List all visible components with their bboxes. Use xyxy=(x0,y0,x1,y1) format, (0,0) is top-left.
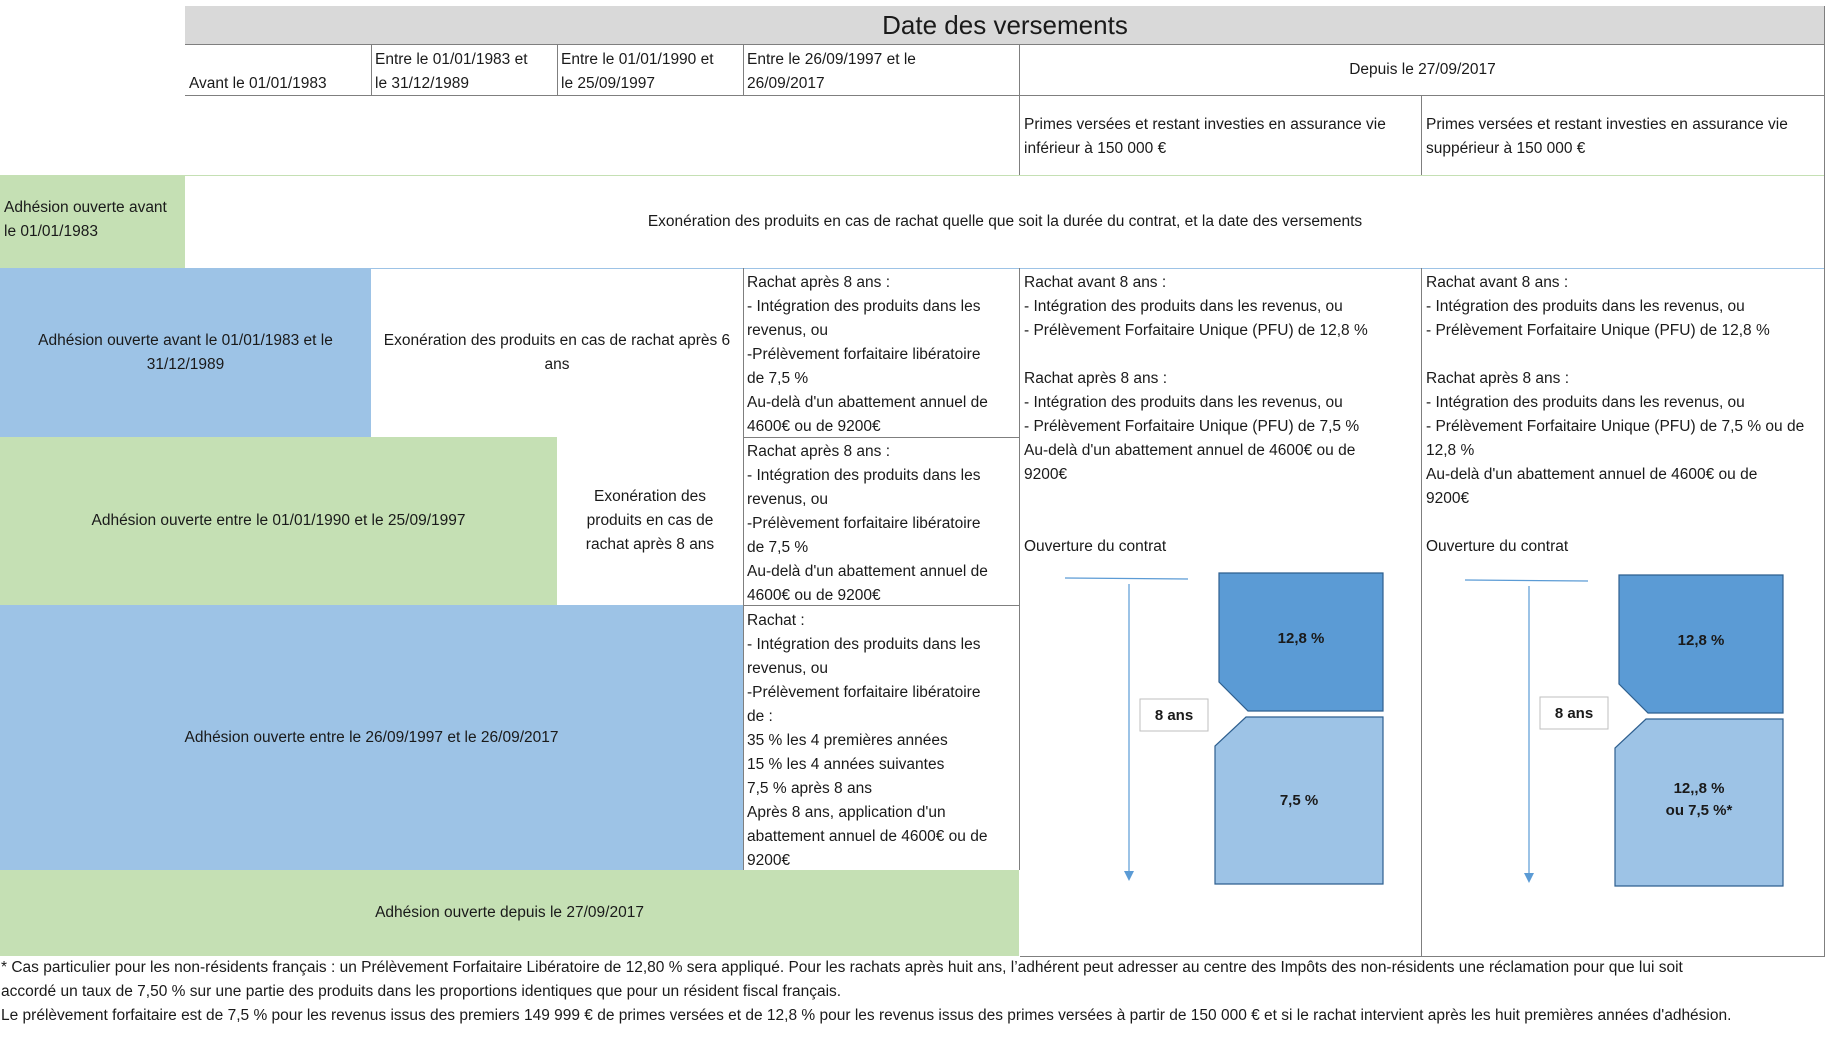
text-line: 9200€ xyxy=(747,852,791,869)
text-line: de : xyxy=(747,708,773,725)
footnote-line: Le prélèvement forfaitaire est de 7,5 % pour les revenus issus des premiers 149 999 € de primes versées et de 12,8 % pour les revenus issus des primes versées à partir de 150 000 € et si le rachat intervient après les huit premières années d'adhésion. xyxy=(1,1007,1732,1024)
subheader-below-150k xyxy=(1020,111,1422,163)
text-line: -Prélèvement forfaitaire libératoire xyxy=(747,346,981,363)
text-line: Au-delà d'un abattement annuel de xyxy=(747,563,988,580)
text-line: de 7,5 % xyxy=(747,370,809,387)
text-line: Ouverture du contrat xyxy=(1426,538,1569,555)
text-line: 35 % les 4 premières années xyxy=(747,732,948,749)
grid-line xyxy=(1019,268,1020,870)
grid-line xyxy=(185,44,1825,45)
row3-line: Exonération des xyxy=(593,488,707,505)
text-line: 15 % les 4 années suivantes xyxy=(747,756,945,773)
diagram-right-duration: 8 ans xyxy=(1554,704,1594,722)
text-line: Rachat après 8 ans : xyxy=(1024,370,1168,387)
footnote xyxy=(1,956,1825,1028)
text-line xyxy=(1024,343,1418,367)
text-line: - Intégration des produits dans les xyxy=(747,298,981,315)
grid-line xyxy=(1421,95,1422,175)
text-line: - Intégration des produits dans les revenus, ou xyxy=(1426,394,1745,411)
text-line: - Prélèvement Forfaitaire Unique (PFU) de 12,8 % xyxy=(1024,322,1368,339)
text-line: 9200€ xyxy=(1024,466,1068,483)
text-line: revenus, ou xyxy=(747,491,828,508)
diagram-right xyxy=(1422,560,1825,890)
header-line: 26/09/2017 xyxy=(747,75,825,92)
header-col-1997-2017 xyxy=(743,46,1019,98)
text-line: -Prélèvement forfaitaire libératoire xyxy=(747,684,981,701)
diagram-right-bottom-rate xyxy=(1615,775,1783,825)
text-line: - Intégration des produits dans les revenus, ou xyxy=(1024,394,1343,411)
row-label-since-2017: Adhésion ouverte depuis le 27/09/2017 xyxy=(0,870,1019,956)
header-line: le 31/12/1989 xyxy=(375,75,469,92)
text-line: - Intégration des produits dans les revenus, ou xyxy=(1426,298,1745,315)
header-col-1990-1997 xyxy=(557,46,743,98)
text-line: de 7,5 % xyxy=(747,539,809,556)
timeline-top-line xyxy=(1465,580,1588,581)
text-line: - Prélèvement Forfaitaire Unique (PFU) de 7,5 % xyxy=(1024,418,1360,435)
text-line: Rachat avant 8 ans : xyxy=(1426,274,1569,291)
diagram-right-top-rate: 12,8 % xyxy=(1677,631,1725,649)
header-col-since-2017: Depuis le 27/09/2017 xyxy=(1349,61,1496,78)
grid-line xyxy=(743,605,1020,606)
text-line: Au-delà d'un abattement annuel de 4600€ ou de xyxy=(1024,442,1356,459)
subheader-line: Primes versées et restant investies en assurance vie xyxy=(1426,116,1788,133)
text-line: - Prélèvement Forfaitaire Unique (PFU) de 7,5 % ou de xyxy=(1426,418,1805,435)
row3-line: produits en cas de xyxy=(586,512,714,529)
row1-exoneration: Exonération des produits en cas de rachat quelle que soit la durée du contrat, et la date des versements xyxy=(647,212,1363,230)
text-line: - Prélèvement Forfaitaire Unique (PFU) de 12,8 % xyxy=(1426,322,1770,339)
row-label-1983-1989 xyxy=(0,268,371,437)
row3-line: rachat après 8 ans xyxy=(585,536,715,553)
footnote-line: accordé un taux de 7,50 % sur une partie des produits dans les proportions identiques que pour un résident fiscal français. xyxy=(1,983,842,1000)
text-line: Rachat après 8 ans : xyxy=(747,443,891,460)
row3-exoneration xyxy=(557,437,743,605)
row-label-line: 31/12/1989 xyxy=(146,355,225,373)
rate-line: 12,,8 % xyxy=(1673,780,1725,797)
grid-line xyxy=(371,44,372,95)
text-line: Rachat : xyxy=(747,612,805,629)
row2-exoneration xyxy=(371,268,743,437)
row-label-line: Adhésion ouverte avant xyxy=(4,199,167,216)
grid-line xyxy=(185,268,1825,269)
timeline-top-line xyxy=(1065,578,1188,579)
subheader-line: inférieur à 150 000 € xyxy=(1024,140,1167,157)
grid-line xyxy=(557,44,558,95)
text-line: 9200€ xyxy=(1426,490,1470,507)
text-line: Ouverture du contrat xyxy=(1024,538,1167,555)
text-line xyxy=(1426,343,1821,367)
row-label-1997-2017: Adhésion ouverte entre le 26/09/1997 et le 26/09/2017 xyxy=(0,605,743,870)
row-label-before-1983 xyxy=(0,175,185,268)
grid-line xyxy=(743,437,1020,438)
text-line: -Prélèvement forfaitaire libératoire xyxy=(747,515,981,532)
text-line: Après 8 ans, application d'un xyxy=(747,804,946,821)
subheader-line: suppérieur à 150 000 € xyxy=(1426,140,1586,157)
grid-line xyxy=(185,175,1825,176)
text-line: - Intégration des produits dans les xyxy=(747,467,981,484)
text-line xyxy=(1024,511,1418,535)
row3-col-1997-2017 xyxy=(743,438,1020,610)
text-line xyxy=(1426,511,1821,535)
text-line: 7,5 % après 8 ans xyxy=(747,780,872,797)
diagram-left-bottom-rate: 7,5 % xyxy=(1279,791,1319,809)
header-line: Entre le 26/09/1997 et le xyxy=(747,51,916,68)
text-line: - Intégration des produits dans les revenus, ou xyxy=(1024,298,1343,315)
text-line: Au-delà d'un abattement annuel de xyxy=(747,394,988,411)
text-line: Rachat après 8 ans : xyxy=(1426,370,1570,387)
text-line: 12,8 % xyxy=(1426,442,1475,459)
header-col-1983-1989 xyxy=(371,46,557,98)
row-label-1990-1997: Adhésion ouverte entre le 01/01/1990 et le 25/09/1997 xyxy=(0,437,557,605)
timeline-arrow-head xyxy=(1124,871,1134,881)
text-line: abattement annuel de 4600€ ou de xyxy=(747,828,988,845)
rate-line: ou 7,5 %* xyxy=(1665,802,1733,819)
header-col-before-1983: Avant le 01/01/1983 xyxy=(189,75,327,92)
header-line: Entre le 01/01/1983 et xyxy=(375,51,528,68)
text-line: revenus, ou xyxy=(747,660,828,677)
row-label-line: le 01/01/1983 xyxy=(4,223,98,240)
row-label-line: Adhésion ouverte avant le 01/01/1983 et le xyxy=(38,331,333,349)
subheader-line: Primes versées et restant investies en assurance vie xyxy=(1024,116,1386,133)
text-line xyxy=(1024,487,1418,511)
text-line: - Intégration des produits dans les xyxy=(747,636,981,653)
grid-line xyxy=(743,44,744,95)
header-line: Entre le 01/01/1990 et xyxy=(561,51,714,68)
row2-line: Exonération des produits en cas de rachat après 6 xyxy=(383,331,731,349)
row2-line: ans xyxy=(544,355,570,373)
header-line: le 25/09/1997 xyxy=(561,75,655,92)
diagram-left-top-rate: 12,8 % xyxy=(1277,629,1325,647)
diagram-left xyxy=(1020,560,1422,890)
grid-line xyxy=(185,95,1825,96)
text-line: Au-delà d'un abattement annuel de 4600€ ou de xyxy=(1426,466,1758,483)
table-title: Date des versements xyxy=(185,6,1825,44)
since2017-below-150k-text xyxy=(1020,269,1422,561)
text-line: 4600€ ou de 9200€ xyxy=(747,418,881,435)
text-line: Rachat après 8 ans : xyxy=(747,274,891,291)
footnote-line: * Cas particulier pour les non-résidents français : un Prélèvement Forfaitaire Libératoire de 12,80 % sera appliqué. Pour les rachats après huit ans, l’adhérent peut adresser au centre des Impôts des non-résidents une réclamation pour que lui soit xyxy=(1,959,1683,976)
text-line: Rachat avant 8 ans : xyxy=(1024,274,1167,291)
row4-col-1997-2017 xyxy=(743,607,1020,875)
timeline-arrow-head xyxy=(1524,873,1534,883)
grid-line xyxy=(1421,268,1422,956)
row2-col-1997-2017 xyxy=(743,269,1020,441)
text-line: revenus, ou xyxy=(747,322,828,339)
subheader-above-150k xyxy=(1422,111,1825,163)
grid-line xyxy=(743,268,744,870)
diagram-left-duration: 8 ans xyxy=(1154,706,1194,724)
since2017-above-150k-text xyxy=(1422,269,1825,561)
text-line: 4600€ ou de 9200€ xyxy=(747,587,881,604)
grid-line xyxy=(1019,44,1020,175)
